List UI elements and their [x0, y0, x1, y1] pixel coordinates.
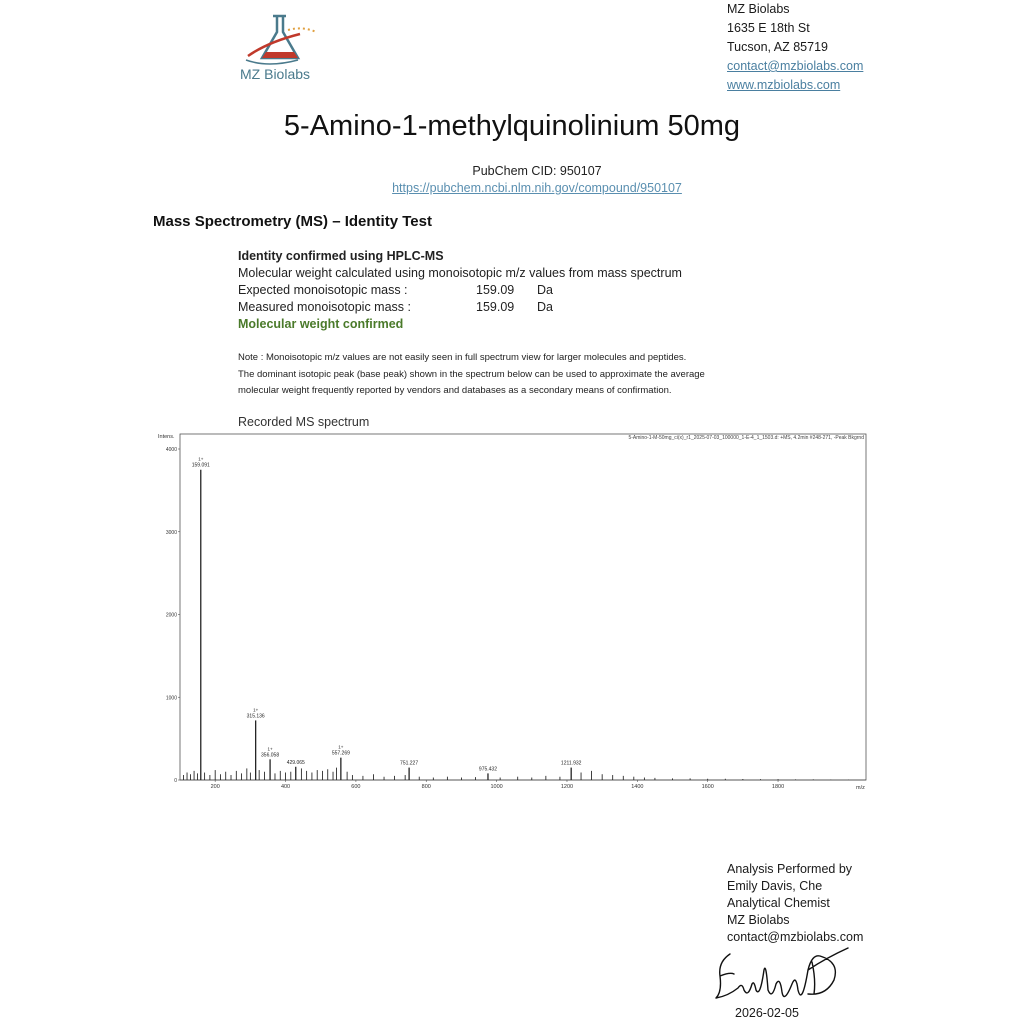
result-text: Molecular weight confirmed	[238, 317, 404, 331]
peak-mz-label: 975.432	[478, 766, 498, 773]
logo-text: MZ Biolabs	[240, 66, 311, 82]
signature	[708, 940, 858, 1006]
identity-heading: Identity confirmed using HPLC-MS	[238, 249, 444, 263]
analysis-block	[727, 861, 863, 946]
signature-date: 2026-02-05	[735, 1006, 799, 1020]
performed-by: Analysis Performed by	[727, 862, 853, 876]
measured-mass-value: 159.09	[476, 300, 515, 314]
x-tick-label: 1200	[560, 784, 574, 790]
x-axis-label: m/z	[856, 785, 865, 791]
pubchem-cid: PubChem CID: 950107	[472, 164, 602, 178]
expected-mass-value: 159.09	[476, 283, 515, 297]
section-title: Mass Spectrometry (MS) – Identity Test	[153, 213, 432, 230]
plot-frame	[180, 434, 866, 780]
peak-mz-label: 315.136	[246, 713, 265, 720]
spectrum-marks	[166, 447, 866, 790]
note-line2: The dominant isotopic peak (base peak) shown in the spectrum below can be used to approximate the average	[238, 368, 705, 380]
note-line3: molecular weight frequently reported by vendors and databases as a secondary means of confirmation.	[238, 385, 672, 396]
document-title: 5-Amino-1-methylquinolinium 50mg	[283, 110, 741, 142]
measured-mass-unit: Da	[537, 300, 553, 314]
x-tick-label: 800	[421, 784, 431, 790]
pubchem-link[interactable]: https://pubchem.ncbi.nlm.nih.gov/compound/950107	[392, 181, 682, 195]
expected-mass-label: Expected monoisotopic mass :	[238, 283, 408, 297]
x-tick-label: 200	[210, 784, 220, 790]
peak-mz-label: 159.091	[191, 462, 210, 469]
website-link[interactable]: www.mzbiolabs.com	[727, 78, 841, 92]
note-line1: Note : Monoisotopic m/z values are not easily seen in full spectrum view for larger molecules and peptides.	[238, 352, 687, 363]
peak-charge-label: 1+	[253, 707, 259, 713]
flask-icon	[246, 16, 316, 64]
address-line2: Tucson, AZ 85719	[727, 40, 828, 54]
measured-mass-label: Measured monoisotopic mass :	[238, 300, 411, 314]
peak-mz-label: 356.058	[261, 752, 280, 759]
method-text: Molecular weight calculated using monoisotopic m/z values from mass spectrum	[238, 266, 682, 280]
identity-results	[238, 248, 682, 333]
x-tick-label: 1800	[771, 784, 785, 790]
y-tick-label: 2000	[165, 612, 177, 619]
peak-charge-label: 1+	[338, 744, 344, 750]
expected-mass-row	[238, 282, 682, 299]
y-tick-label: 0	[174, 778, 177, 784]
spectrum-label: Recorded MS spectrum	[238, 415, 370, 429]
x-tick-label: 1600	[701, 784, 714, 790]
company-contact-block	[727, 0, 863, 95]
analyst-company: MZ Biolabs	[727, 913, 790, 927]
peak-mz-label: 557.269	[331, 750, 350, 757]
y-tick-label: 1000	[165, 695, 177, 702]
spectrum-header: 5-Amino-1-M-50mg_ci(x)_r1_2025-07-03_100000_1-E-4_1_1503.d: +MS, 4.2min #248-271, -Peak Bkgrnd	[628, 435, 864, 441]
x-tick-label: 600	[351, 784, 361, 790]
x-tick-label: 400	[280, 784, 291, 790]
analyst-name: Emily Davis, Che	[727, 879, 823, 893]
x-tick-label: 1400	[631, 784, 644, 790]
y-axis-label: Intens.	[158, 434, 175, 440]
note-block	[238, 350, 705, 400]
peak-charge-label: 1+	[198, 456, 204, 462]
ms-spectrum-chart	[150, 428, 872, 792]
company-name: MZ Biolabs	[727, 2, 790, 16]
analyst-email: contact@mzbiolabs.com	[727, 930, 864, 944]
y-tick-label: 3000	[165, 529, 177, 536]
analyst-role: Analytical Chemist	[727, 896, 830, 910]
peak-mz-label: 751.227	[400, 760, 419, 767]
peak-mz-label: 1211.932	[560, 760, 582, 767]
peak-mz-label: 429.065	[286, 759, 305, 766]
x-tick-label: 1000	[490, 784, 503, 790]
address-line1: 1635 E 18th St	[727, 21, 810, 35]
measured-mass-row	[238, 299, 682, 316]
expected-mass-unit: Da	[537, 283, 553, 297]
peak-charge-label: 1+	[267, 746, 273, 752]
y-tick-label: 4000	[165, 447, 177, 453]
email-link[interactable]: contact@mzbiolabs.com	[727, 59, 864, 73]
